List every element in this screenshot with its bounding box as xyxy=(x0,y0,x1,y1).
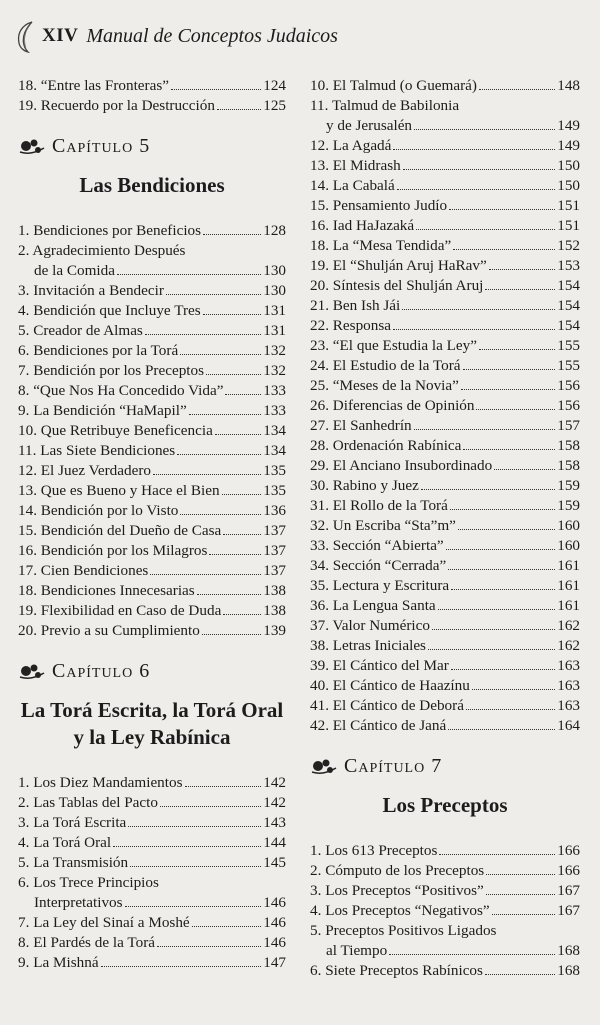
toc-entry xyxy=(18,621,286,641)
entry-page-number: 151 xyxy=(557,217,580,234)
toc-entry xyxy=(310,436,580,456)
dot-leader xyxy=(485,289,555,290)
dot-leader xyxy=(432,629,555,630)
dot-leader xyxy=(171,89,261,90)
entry-label: 16. Bendición por los Milagros xyxy=(18,542,208,559)
entry-page-number: 161 xyxy=(557,597,580,614)
entry-page-number: 163 xyxy=(557,697,580,714)
toc-entry xyxy=(18,321,286,341)
toc-entry xyxy=(310,616,580,636)
dot-leader xyxy=(223,534,261,535)
entry-page-number: 138 xyxy=(263,582,286,599)
toc-entry xyxy=(310,536,580,556)
entry-label: 1. Los 613 Preceptos xyxy=(310,842,438,859)
dot-leader xyxy=(389,954,555,955)
entry-label: Interpretativos xyxy=(34,894,123,911)
dot-leader xyxy=(145,334,261,335)
entry-label: y de Jerusalén xyxy=(326,117,413,134)
toc-entry xyxy=(310,456,580,476)
book-title: Manual de Conceptos Judaicos xyxy=(86,24,338,47)
entry-page-number: 138 xyxy=(263,602,286,619)
dot-leader xyxy=(197,594,262,595)
dot-leader xyxy=(472,689,555,690)
entry-page-number: 132 xyxy=(263,362,286,379)
leaf-ornament-icon xyxy=(14,19,36,53)
dot-leader xyxy=(449,209,555,210)
toc-entry xyxy=(310,256,580,276)
toc-entry xyxy=(310,596,580,616)
dot-leader xyxy=(160,806,261,807)
entry-page-number: 161 xyxy=(557,557,580,574)
entry-label: al Tiempo xyxy=(326,942,388,959)
toc-entry xyxy=(310,901,580,921)
entry-label: 1. Bendiciones por Beneficios xyxy=(18,222,202,239)
entry-page-number: 157 xyxy=(557,417,580,434)
entry-label: 8. “Que Nos Ha Concedido Vida” xyxy=(18,382,224,399)
toc-entry xyxy=(310,941,580,961)
entry-label: 25. “Meses de la Novia” xyxy=(310,377,459,394)
entry-page-number: 130 xyxy=(263,282,286,299)
toc-entry xyxy=(310,861,580,881)
toc-entry xyxy=(310,296,580,316)
entry-page-number: 166 xyxy=(557,842,580,859)
entry-label: 36. La Lengua Santa xyxy=(310,597,436,614)
entry-label: 2. Cómputo de los Preceptos xyxy=(310,862,485,879)
entry-page-number: 163 xyxy=(557,657,580,674)
dot-leader xyxy=(421,489,555,490)
entry-page-number: 164 xyxy=(557,717,580,734)
entry-page-number: 125 xyxy=(263,97,286,114)
toc-entry xyxy=(18,221,286,241)
entry-label: 30. Rabino y Juez xyxy=(310,477,419,494)
toc-entry xyxy=(18,461,286,481)
toc-entry xyxy=(310,236,580,256)
entry-label: 26. Diferencias de Opinión xyxy=(310,397,475,414)
toc-entry xyxy=(310,336,580,356)
entry-label: 15. Pensamiento Judío xyxy=(310,197,448,214)
toc-entry xyxy=(18,833,286,853)
dot-leader xyxy=(206,374,261,375)
entry-label: 18. “Entre las Fronteras” xyxy=(18,77,169,94)
entry-label: 14. Bendición por lo Visto xyxy=(18,502,179,519)
dot-leader xyxy=(177,454,261,455)
toc-entry: 11. Talmud de Babilonia xyxy=(310,97,460,114)
toc-entry xyxy=(18,773,286,793)
entry-label: 34. Sección “Cerrada” xyxy=(310,557,447,574)
dot-leader xyxy=(209,554,261,555)
dot-leader xyxy=(402,309,555,310)
entry-label: 22. Responsa xyxy=(310,317,391,334)
entry-label: 4. Bendición que Incluye Tres xyxy=(18,302,201,319)
toc-entry xyxy=(18,561,286,581)
chapter-label: Capítulo 6 xyxy=(52,659,151,682)
entry-label: 41. El Cántico de Deborá xyxy=(310,697,464,714)
toc-entry xyxy=(18,521,286,541)
entry-page-number: 135 xyxy=(263,482,286,499)
dot-leader xyxy=(203,234,261,235)
entry-page-number: 155 xyxy=(557,337,580,354)
entry-page-number: 154 xyxy=(557,317,580,334)
toc-entry xyxy=(310,356,580,376)
toc-entry xyxy=(18,953,286,973)
toc-entry xyxy=(310,841,580,861)
entry-page-number: 160 xyxy=(557,537,580,554)
entry-label: 9. La Bendición “HaMapil” xyxy=(18,402,187,419)
toc-left-column xyxy=(18,76,286,973)
chapter-heading xyxy=(310,748,580,784)
entry-page-number: 163 xyxy=(557,677,580,694)
entry-page-number: 139 xyxy=(263,622,286,639)
entry-label: 19. El “Shulján Aruj HaRav” xyxy=(310,257,487,274)
entry-label: 18. Bendiciones Innecesarias xyxy=(18,582,195,599)
dot-leader xyxy=(153,474,261,475)
dot-leader xyxy=(101,966,262,967)
toc-entry: 5. Preceptos Positivos Ligados xyxy=(310,922,497,939)
dot-leader xyxy=(180,514,261,515)
toc-entry xyxy=(310,961,580,981)
entry-label: 1. Los Diez Mandamientos xyxy=(18,774,183,791)
toc-entry xyxy=(310,716,580,736)
dot-leader xyxy=(461,389,555,390)
dot-leader xyxy=(185,786,262,787)
toc-entry xyxy=(18,361,286,381)
entry-label: 10. Que Retribuye Beneficencia xyxy=(18,422,213,439)
dot-leader xyxy=(130,866,261,867)
entry-label: 20. Síntesis del Shulján Aruj xyxy=(310,277,484,294)
toc-entry xyxy=(310,136,580,156)
dot-leader xyxy=(113,846,261,847)
entry-label: 4. La Torá Oral xyxy=(18,834,112,851)
toc-entry xyxy=(310,376,580,396)
dot-leader xyxy=(217,109,261,110)
dot-leader xyxy=(215,434,261,435)
entry-page-number: 145 xyxy=(263,854,286,871)
dot-leader xyxy=(403,169,556,170)
toc-entry xyxy=(310,276,580,296)
section-title: Los Preceptos xyxy=(382,793,508,817)
toc-entry xyxy=(310,656,580,676)
entry-page-number: 133 xyxy=(263,382,286,399)
dot-leader xyxy=(466,709,555,710)
toc-entry xyxy=(18,441,286,461)
dot-leader xyxy=(486,894,555,895)
toc-entry xyxy=(18,793,286,813)
entry-page-number: 158 xyxy=(557,457,580,474)
dot-leader xyxy=(180,354,261,355)
entry-label: 3. La Torá Escrita xyxy=(18,814,127,831)
entry-page-number: 136 xyxy=(263,502,286,519)
toc-entry xyxy=(18,301,286,321)
toc-entry xyxy=(310,556,580,576)
entry-label: 5. La Transmisión xyxy=(18,854,129,871)
dot-leader xyxy=(128,826,261,827)
entry-label: 39. El Cántico del Mar xyxy=(310,657,449,674)
dot-leader xyxy=(486,874,555,875)
toc-entry xyxy=(18,261,286,281)
entry-page-number: 156 xyxy=(557,397,580,414)
entry-label: 12. El Juez Verdadero xyxy=(18,462,151,479)
chapter-heading xyxy=(18,653,286,689)
entry-label: 42. El Cántico de Janá xyxy=(310,717,447,734)
dot-leader xyxy=(494,469,555,470)
entry-page-number: 159 xyxy=(557,477,580,494)
entry-page-number: 159 xyxy=(557,497,580,514)
toc-entry xyxy=(18,421,286,441)
entry-page-number: 128 xyxy=(263,222,286,239)
dot-leader xyxy=(223,614,261,615)
entry-label: 35. Lectura y Escritura xyxy=(310,577,450,594)
entry-label: 32. Un Escriba “Sta”m” xyxy=(310,517,456,534)
toc-entry xyxy=(18,401,286,421)
entry-label: 9. La Mishná xyxy=(18,954,99,971)
dot-leader xyxy=(416,229,555,230)
entry-page-number: 131 xyxy=(263,322,286,339)
dot-leader xyxy=(479,349,555,350)
entry-label: 28. Ordenación Rabínica xyxy=(310,437,462,454)
entry-label: 15. Bendición del Dueño de Casa xyxy=(18,522,222,539)
dot-leader xyxy=(448,729,555,730)
entry-label: 8. El Pardés de la Torá xyxy=(18,934,155,951)
entry-page-number: 137 xyxy=(263,562,286,579)
entry-label: 37. Valor Numérico xyxy=(310,617,430,634)
toc-entry xyxy=(310,496,580,516)
dot-leader xyxy=(150,574,261,575)
dot-leader xyxy=(463,449,555,450)
dot-leader xyxy=(451,589,555,590)
toc-entry xyxy=(310,516,580,536)
entry-page-number: 135 xyxy=(263,462,286,479)
dot-leader xyxy=(225,394,261,395)
dot-leader xyxy=(393,149,555,150)
entry-label: 6. Siete Preceptos Rabínicos xyxy=(310,962,483,979)
entry-label: 21. Ben Ish Jái xyxy=(310,297,401,314)
toc-entry xyxy=(310,396,580,416)
entry-label: 27. El Sanhedrín xyxy=(310,417,412,434)
entry-page-number: 151 xyxy=(557,197,580,214)
entry-label: 7. Bendición por los Preceptos xyxy=(18,362,205,379)
dot-leader xyxy=(157,946,261,947)
toc-entry xyxy=(18,913,286,933)
entry-label: 4. Los Preceptos “Negativos” xyxy=(310,902,490,919)
toc-entry xyxy=(18,581,286,601)
dot-leader xyxy=(222,494,262,495)
entry-page-number: 160 xyxy=(557,517,580,534)
dot-leader xyxy=(446,549,556,550)
chapter-label: Capítulo 5 xyxy=(52,134,151,157)
entry-page-number: 168 xyxy=(557,962,580,979)
entry-page-number: 148 xyxy=(557,77,580,94)
section-title: Las Bendiciones xyxy=(79,173,225,197)
toc-entry xyxy=(310,76,580,96)
toc-entry xyxy=(310,576,580,596)
entry-label: 19. Flexibilidad en Caso de Duda xyxy=(18,602,222,619)
dot-leader xyxy=(125,906,262,907)
toc-entry xyxy=(18,893,286,913)
dot-leader xyxy=(117,274,261,275)
entry-page-number: 146 xyxy=(263,914,286,931)
entry-label: 20. Previo a su Cumplimiento xyxy=(18,622,200,639)
entry-label: 40. El Cántico de Haazínu xyxy=(310,677,470,694)
entry-label: 24. El Estudio de la Torá xyxy=(310,357,461,374)
entry-label: 23. “El que Estudia la Ley” xyxy=(310,337,478,354)
fleuron-icon xyxy=(18,661,46,681)
entry-page-number: 137 xyxy=(263,542,286,559)
entry-label: 38. Letras Iniciales xyxy=(310,637,426,654)
dot-leader xyxy=(414,129,555,130)
toc-entry xyxy=(18,481,286,501)
toc-entry xyxy=(18,853,286,873)
entry-page-number: 167 xyxy=(557,882,580,899)
entry-page-number: 150 xyxy=(557,157,580,174)
toc-entry: 2. Agradecimiento Después xyxy=(18,242,186,259)
toc-entry xyxy=(18,933,286,953)
dot-leader xyxy=(428,649,555,650)
dot-leader xyxy=(192,926,262,927)
toc-entry xyxy=(18,381,286,401)
dot-leader xyxy=(448,569,555,570)
dot-leader xyxy=(439,854,555,855)
entry-page-number: 150 xyxy=(557,177,580,194)
entry-page-number: 149 xyxy=(557,117,580,134)
entry-page-number: 166 xyxy=(557,862,580,879)
toc-entry xyxy=(18,601,286,621)
entry-page-number: 131 xyxy=(263,302,286,319)
entry-label: de la Comida xyxy=(34,262,115,279)
dot-leader xyxy=(202,634,261,635)
dot-leader xyxy=(397,189,555,190)
entry-label: 3. Los Preceptos “Positivos” xyxy=(310,882,484,899)
entry-label: 5. Creador de Almas xyxy=(18,322,143,339)
dot-leader xyxy=(414,429,556,430)
entry-page-number: 162 xyxy=(557,617,580,634)
entry-page-number: 156 xyxy=(557,377,580,394)
entry-label: 6. Bendiciones por la Torá xyxy=(18,342,179,359)
toc-entry xyxy=(310,176,580,196)
entry-page-number: 132 xyxy=(263,342,286,359)
entry-page-number: 147 xyxy=(263,954,286,971)
toc-entry xyxy=(18,341,286,361)
entry-label: 2. Las Tablas del Pacto xyxy=(18,794,158,811)
entry-page-number: 124 xyxy=(263,77,286,94)
entry-page-number: 162 xyxy=(557,637,580,654)
entry-page-number: 134 xyxy=(263,442,286,459)
entry-page-number: 142 xyxy=(263,774,286,791)
page-number: XIV xyxy=(42,25,79,46)
dot-leader xyxy=(463,369,556,370)
dot-leader xyxy=(393,329,555,330)
dot-leader xyxy=(166,294,261,295)
dot-leader xyxy=(451,669,555,670)
chapter-heading xyxy=(18,128,286,164)
page-header xyxy=(14,16,338,56)
toc-entry xyxy=(18,813,286,833)
toc-entry xyxy=(18,76,286,96)
toc-entry xyxy=(310,476,580,496)
toc-entry xyxy=(310,676,580,696)
toc-entry xyxy=(18,96,286,116)
toc-entry xyxy=(310,416,580,436)
entry-page-number: 146 xyxy=(263,934,286,951)
entry-label: 18. La “Mesa Tendida” xyxy=(310,237,452,254)
dot-leader xyxy=(203,314,262,315)
entry-label: 29. El Anciano Insubordinado xyxy=(310,457,493,474)
dot-leader xyxy=(189,414,262,415)
entry-label: 3. Invitación a Bendecir xyxy=(18,282,164,299)
dot-leader xyxy=(476,409,555,410)
entry-label: 31. El Rollo de la Torá xyxy=(310,497,448,514)
entry-page-number: 142 xyxy=(263,794,286,811)
toc-entry xyxy=(18,541,286,561)
entry-page-number: 155 xyxy=(557,357,580,374)
toc-entry xyxy=(310,881,580,901)
entry-page-number: 134 xyxy=(263,422,286,439)
entry-page-number: 143 xyxy=(263,814,286,831)
entry-page-number: 154 xyxy=(557,297,580,314)
entry-label: 12. La Agadá xyxy=(310,137,392,154)
dot-leader xyxy=(485,974,555,975)
dot-leader xyxy=(450,509,555,510)
dot-leader xyxy=(458,529,555,530)
dot-leader xyxy=(492,914,556,915)
entry-label: 16. Iad HaJazaká xyxy=(310,217,415,234)
entry-page-number: 149 xyxy=(557,137,580,154)
entry-page-number: 167 xyxy=(557,902,580,919)
entry-page-number: 154 xyxy=(557,277,580,294)
entry-label: 33. Sección “Abierta” xyxy=(310,537,444,554)
entry-page-number: 130 xyxy=(263,262,286,279)
toc-entry xyxy=(310,316,580,336)
fleuron-icon xyxy=(18,136,46,156)
chapter-label: Capítulo 7 xyxy=(344,754,443,777)
entry-page-number: 153 xyxy=(557,257,580,274)
entry-label: 14. La Cabalá xyxy=(310,177,395,194)
toc-entry xyxy=(310,116,580,136)
entry-page-number: 161 xyxy=(557,577,580,594)
entry-page-number: 168 xyxy=(557,942,580,959)
entry-label: 13. El Midrash xyxy=(310,157,401,174)
dot-leader xyxy=(453,249,555,250)
entry-label: 19. Recuerdo por la Destrucción xyxy=(18,97,215,114)
entry-label: 13. Que es Bueno y Hace el Bien xyxy=(18,482,220,499)
entry-page-number: 137 xyxy=(263,522,286,539)
toc-entry: 6. Los Trece Principios xyxy=(18,874,159,891)
toc-entry xyxy=(310,636,580,656)
toc-entry xyxy=(310,696,580,716)
toc-entry xyxy=(310,156,580,176)
entry-page-number: 133 xyxy=(263,402,286,419)
toc-entry xyxy=(18,501,286,521)
toc-entry xyxy=(310,196,580,216)
entry-label: 7. La Ley del Sinaí a Moshé xyxy=(18,914,190,931)
fleuron-icon xyxy=(310,756,338,776)
entry-label: 11. Las Siete Bendiciones xyxy=(18,442,176,459)
dot-leader xyxy=(438,609,556,610)
toc-entry xyxy=(18,281,286,301)
section-title: La Torá Escrita, la Torá Oral y la Ley Rabínica xyxy=(20,698,284,749)
entry-label: 10. El Talmud (o Guemará) xyxy=(310,77,477,94)
toc-right-column xyxy=(310,76,580,981)
toc-entry xyxy=(310,216,580,236)
entry-label: 17. Cien Bendiciones xyxy=(18,562,149,579)
entry-page-number: 158 xyxy=(557,437,580,454)
entry-page-number: 152 xyxy=(557,237,580,254)
entry-page-number: 144 xyxy=(263,834,286,851)
dot-leader xyxy=(489,269,555,270)
dot-leader xyxy=(479,89,555,90)
entry-page-number: 146 xyxy=(263,894,286,911)
